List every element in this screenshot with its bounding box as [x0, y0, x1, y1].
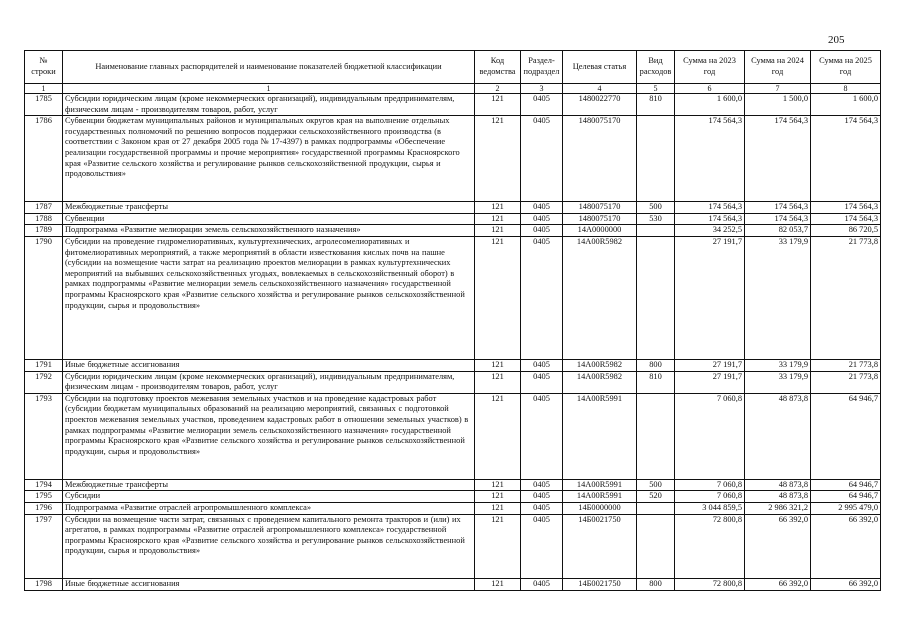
row-number: 1793: [25, 393, 63, 479]
expense-type: [637, 116, 675, 202]
section-code: 0405: [521, 202, 563, 214]
target-article: 14А00R5982: [563, 236, 637, 359]
section-code: 0405: [521, 236, 563, 359]
row-number: 1789: [25, 225, 63, 237]
table-row: [25, 94, 881, 116]
sum-2025: 64 946,7: [811, 393, 881, 479]
expense-type: 810: [637, 371, 675, 393]
table-row: [25, 514, 881, 578]
sum-2024: 33 179,9: [745, 236, 811, 359]
column-number: 3: [521, 84, 563, 94]
table-row: [25, 578, 881, 590]
sum-2023: 174 564,3: [675, 116, 745, 202]
row-description: Субсидии на подготовку проектов межевания земельных участков и на проведение кадастровых работ (субсидии бюджетам муниципальных образований на реализацию мероприятий, связанных с подготовкой проектов межевания земельных участков, проведением кадастровых работ в отношении земельных участков) в рамках подпрограммы «Развитие мелиорации земель сельскохозяйственного назначения» государственной программы Красноярского края «Развитие сельского хозяйства и регулирование рынков сельскохозяйственной продукции, сырья и продовольствия»: [63, 393, 475, 479]
target-article: 14А0000000: [563, 225, 637, 237]
sum-2024: 66 392,0: [745, 514, 811, 578]
expense-type: [637, 225, 675, 237]
sum-2024: 66 392,0: [745, 578, 811, 590]
section-code: 0405: [521, 393, 563, 479]
section-code: 0405: [521, 359, 563, 371]
sum-2025: 86 720,5: [811, 225, 881, 237]
target-article: 14А00R5991: [563, 393, 637, 479]
table-row: [25, 202, 881, 214]
target-article: 14Б0000000: [563, 502, 637, 514]
row-description: Иные бюджетные ассигнования: [63, 359, 475, 371]
column-number: 6: [675, 84, 745, 94]
sum-2023: 27 191,7: [675, 371, 745, 393]
expense-type: 530: [637, 213, 675, 225]
target-article: 1480022770: [563, 94, 637, 116]
target-article: 14А00R5991: [563, 479, 637, 491]
row-description: Подпрограмма «Развитие мелиорации земель сельскохозяйственного назначения»: [63, 225, 475, 237]
row-description: Межбюджетные трансферты: [63, 202, 475, 214]
dept-code: 121: [475, 578, 521, 590]
row-number: 1787: [25, 202, 63, 214]
dept-code: 121: [475, 359, 521, 371]
sum-2024: 174 564,3: [745, 202, 811, 214]
expense-type: 800: [637, 359, 675, 371]
sum-2024: 174 564,3: [745, 213, 811, 225]
row-description: Субсидии на проведение гидромелиоративных, культуртехнических, агролесомелиоративных и фитомелиоративных мероприятий, а также мероприятий в области известкования кислых почв на пашне (субсидии на возмещение части затрат на реализацию проектов мелиорации в рамках культуртехнических мероприятий на выбывших сельскохозяйственных угодьях, вовлекаемых в сельскохозяйственный оборот) в рамках подпрограммы «Развитие мелиорации земель сельскохозяйственного назначения» государственной программы Красноярского края «Развитие сельского хозяйства и регулирование рынков сельскохозяйственной продукции, сырья и продовольствия»: [63, 236, 475, 359]
dept-code: 121: [475, 371, 521, 393]
row-description: Субвенции бюджетам муниципальных районов и муниципальных округов края на выполнение отдельных государственных полномочий по решению вопросов поддержки сельскохозяйственного производства (в соответствии с Законом края от 27 декабря 2005 года № 17-4397) в рамках подпрограммы «Обеспечение реализации государственной программы и прочие мероприятия» государственной программы Красноярского края «Развитие сельского хозяйства и регулирование рынков сельскохозяйственной продукции, сырья и продовольствия»: [63, 116, 475, 202]
dept-code: 121: [475, 236, 521, 359]
table-row: [25, 213, 881, 225]
header-target-article: Целевая статья: [563, 51, 637, 84]
sum-2023: 7 060,8: [675, 479, 745, 491]
dept-code: 121: [475, 225, 521, 237]
header-sum-2025: Сумма на 2025 год: [811, 51, 881, 84]
dept-code: 121: [475, 479, 521, 491]
sum-2023: 7 060,8: [675, 393, 745, 479]
row-number: 1797: [25, 514, 63, 578]
row-number: 1798: [25, 578, 63, 590]
sum-2025: 66 392,0: [811, 514, 881, 578]
dept-code: 121: [475, 213, 521, 225]
section-code: 0405: [521, 371, 563, 393]
header-dept-code: Код ведомства: [475, 51, 521, 84]
sum-2025: 174 564,3: [811, 202, 881, 214]
target-article: 1480075170: [563, 213, 637, 225]
column-number: 8: [811, 84, 881, 94]
row-number: 1791: [25, 359, 63, 371]
table-row: [25, 491, 881, 503]
budget-table: [24, 50, 881, 591]
sum-2025: 21 773,8: [811, 371, 881, 393]
row-description: Межбюджетные трансферты: [63, 479, 475, 491]
header-expense-type: Вид расходов: [637, 51, 675, 84]
expense-type: 500: [637, 202, 675, 214]
section-code: 0405: [521, 578, 563, 590]
expense-type: [637, 236, 675, 359]
column-number: 5: [637, 84, 675, 94]
target-article: 1480075170: [563, 116, 637, 202]
section-code: 0405: [521, 491, 563, 503]
row-number: 1786: [25, 116, 63, 202]
sum-2025: 21 773,8: [811, 236, 881, 359]
sum-2025: 21 773,8: [811, 359, 881, 371]
sum-2024: 48 873,8: [745, 393, 811, 479]
row-number: 1794: [25, 479, 63, 491]
sum-2024: 1 500,0: [745, 94, 811, 116]
column-number: 4: [563, 84, 637, 94]
table-header-row: [25, 51, 881, 84]
expense-type: [637, 514, 675, 578]
row-number: 1795: [25, 491, 63, 503]
target-article: 14А00R5982: [563, 359, 637, 371]
sum-2025: 64 946,7: [811, 491, 881, 503]
column-number: 7: [745, 84, 811, 94]
table-row: [25, 393, 881, 479]
row-description: Подпрограмма «Развитие отраслей агропромышленного комплекса»: [63, 502, 475, 514]
section-code: 0405: [521, 479, 563, 491]
sum-2025: 174 564,3: [811, 213, 881, 225]
section-code: 0405: [521, 94, 563, 116]
dept-code: 121: [475, 491, 521, 503]
row-number: 1792: [25, 371, 63, 393]
row-number: 1796: [25, 502, 63, 514]
expense-type: [637, 393, 675, 479]
row-description: Иные бюджетные ассигнования: [63, 578, 475, 590]
row-number: 1788: [25, 213, 63, 225]
section-code: 0405: [521, 213, 563, 225]
dept-code: 121: [475, 116, 521, 202]
table-row: [25, 371, 881, 393]
sum-2023: 7 060,8: [675, 491, 745, 503]
sum-2023: 1 600,0: [675, 94, 745, 116]
table-row: [25, 116, 881, 202]
column-number: 1: [63, 84, 475, 94]
row-number: 1785: [25, 94, 63, 116]
table-row: [25, 225, 881, 237]
row-description: Субвенции: [63, 213, 475, 225]
row-number: 1790: [25, 236, 63, 359]
header-name: Наименование главных распорядителей и наименование показателей бюджетной классификации: [63, 51, 475, 84]
sum-2025: 2 995 479,0: [811, 502, 881, 514]
target-article: 14Б0021750: [563, 578, 637, 590]
sum-2024: 48 873,8: [745, 491, 811, 503]
expense-type: 520: [637, 491, 675, 503]
dept-code: 121: [475, 393, 521, 479]
column-number-row: [25, 84, 881, 94]
sum-2024: 48 873,8: [745, 479, 811, 491]
section-code: 0405: [521, 116, 563, 202]
section-code: 0405: [521, 502, 563, 514]
target-article: 14А00R5982: [563, 371, 637, 393]
sum-2023: 72 800,8: [675, 514, 745, 578]
dept-code: 121: [475, 514, 521, 578]
sum-2024: 33 179,9: [745, 371, 811, 393]
expense-type: 800: [637, 578, 675, 590]
row-description: Субсидии: [63, 491, 475, 503]
header-sum-2024: Сумма на 2024 год: [745, 51, 811, 84]
sum-2023: 174 564,3: [675, 213, 745, 225]
expense-type: [637, 502, 675, 514]
page-number: 205: [828, 34, 845, 46]
sum-2023: 174 564,3: [675, 202, 745, 214]
row-description: Субсидии юридическим лицам (кроме некоммерческих организаций), индивидуальным предпринимателям, физическим лицам - производителям товаров, работ, услуг: [63, 371, 475, 393]
section-code: 0405: [521, 514, 563, 578]
target-article: 14Б0021750: [563, 514, 637, 578]
sum-2023: 72 800,8: [675, 578, 745, 590]
sum-2025: 66 392,0: [811, 578, 881, 590]
row-description: Субсидии юридическим лицам (кроме некоммерческих организаций), индивидуальным предпринимателям, физическим лицам - производителям товаров, работ, услуг: [63, 94, 475, 116]
target-article: 14А00R5991: [563, 491, 637, 503]
sum-2023: 27 191,7: [675, 359, 745, 371]
header-row-number: № строки: [25, 51, 63, 84]
dept-code: 121: [475, 94, 521, 116]
header-sum-2023: Сумма на 2023 год: [675, 51, 745, 84]
target-article: 1480075170: [563, 202, 637, 214]
section-code: 0405: [521, 225, 563, 237]
sum-2025: 1 600,0: [811, 94, 881, 116]
sum-2025: 174 564,3: [811, 116, 881, 202]
expense-type: 500: [637, 479, 675, 491]
table-row: [25, 236, 881, 359]
header-section: Раздел-подраздел: [521, 51, 563, 84]
table-row: [25, 502, 881, 514]
table-row: [25, 359, 881, 371]
sum-2025: 64 946,7: [811, 479, 881, 491]
sum-2024: 174 564,3: [745, 116, 811, 202]
dept-code: 121: [475, 202, 521, 214]
expense-type: 810: [637, 94, 675, 116]
dept-code: 121: [475, 502, 521, 514]
sum-2023: 27 191,7: [675, 236, 745, 359]
sum-2023: 34 252,5: [675, 225, 745, 237]
table-row: [25, 479, 881, 491]
column-number: 2: [475, 84, 521, 94]
sum-2024: 2 986 321,2: [745, 502, 811, 514]
sum-2024: 82 053,7: [745, 225, 811, 237]
column-number: 1: [25, 84, 63, 94]
sum-2023: 3 044 859,5: [675, 502, 745, 514]
sum-2024: 33 179,9: [745, 359, 811, 371]
row-description: Субсидии на возмещение части затрат, связанных с проведением капитального ремонта тракторов и (или) их агрегатов, в рамках подпрограммы «Развитие отраслей агропромышленного комплекса» государственной программы Красноярского края «Развитие сельского хозяйства и регулирование рынков сельскохозяйственной продукции, сырья и продовольствия»: [63, 514, 475, 578]
